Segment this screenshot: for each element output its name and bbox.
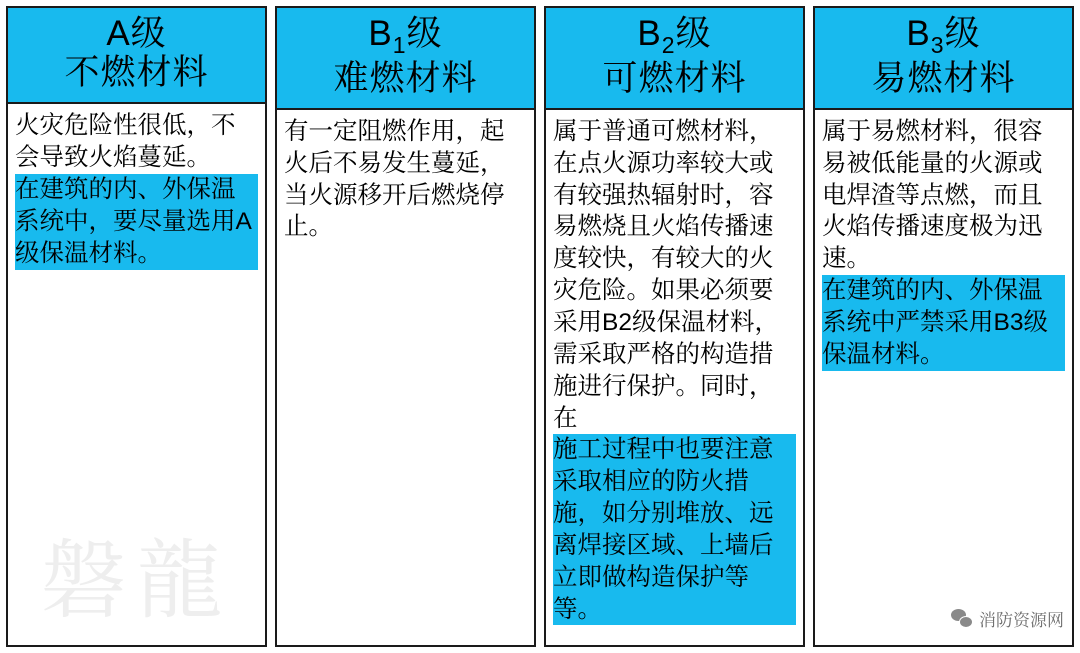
card-grade-b1: [275, 6, 536, 647]
material-name-b3: 易燃材料: [871, 58, 1016, 98]
grade-label-a: [12, 14, 261, 53]
material-name-b1: 难燃材料: [333, 58, 478, 98]
card-header-grade-b2: [546, 8, 803, 110]
card-header-grade-b3: [815, 8, 1072, 110]
grade-suffix-a: 级: [130, 14, 167, 53]
card-body-grade-a: [8, 104, 265, 645]
description-paragraph: 火灾危险性很低，不会导致火焰蔓延。: [15, 112, 236, 172]
source-badge: [951, 606, 1064, 631]
description-paragraph: 属于易燃材料，很容易被低能量的火源或电焊渣等点燃，而且火焰传播速度极为迅速。: [822, 117, 1043, 273]
material-name-b2: 可燃材料: [602, 58, 747, 98]
highlighted-paragraph: 在建筑的内、外保温系统中严禁采用B3级保温材料。: [822, 275, 1065, 371]
grade-subscript-b3: 3: [930, 32, 945, 58]
grade-subscript-b1: 1: [392, 32, 407, 58]
grade-suffix-b1: 级: [406, 14, 443, 53]
card-body-grade-b1: [277, 110, 534, 645]
highlighted-paragraph: 施工过程中也要注意采取相应的防火措施，如分别堆放、远离焊接区域、上墙后立即做构造保护等等。: [553, 434, 796, 625]
card-header-grade-b1: [277, 8, 534, 110]
grade-letter-b3: B: [906, 14, 931, 53]
grade-label-b3: [819, 14, 1068, 59]
grade-suffix-b3: 级: [944, 14, 981, 53]
source-label: 消防资源网: [979, 611, 1064, 630]
description-paragraph: 有一定阻燃作用，起火后不易发生蔓延，当火源移开后燃烧停止。: [284, 117, 505, 241]
description-paragraph: 属于普通可燃材料，在点火源功率较大或有较强热辐射时，容易燃烧且火焰传播速度较快，有较大的火灾危险。如果必须要采用B2级保温材料，需采取严格的构造措施进行保护。同时，在: [553, 117, 779, 432]
card-body-grade-b3: [815, 110, 1072, 645]
grade-label-b2: [550, 14, 799, 59]
card-grade-b2: [544, 6, 805, 647]
grade-letter-a: A: [106, 14, 131, 53]
material-name-a: 不燃材料: [64, 53, 209, 93]
grade-suffix-b2: 级: [675, 14, 712, 53]
grade-letter-b1: B: [368, 14, 393, 53]
card-grade-a: [6, 6, 267, 647]
highlighted-paragraph: 在建筑的内、外保温系统中，要尽量选用A级保温材料。: [15, 174, 258, 270]
grade-letter-b2: B: [637, 14, 662, 53]
card-header-grade-a: [8, 8, 265, 104]
wechat-icon: [951, 609, 973, 628]
grade-label-b1: [281, 14, 530, 59]
card-body-grade-b2: [546, 110, 803, 645]
card-grade-b3: [813, 6, 1074, 647]
grade-subscript-b2: 2: [661, 32, 676, 58]
watermark-text: 磐龍: [40, 531, 233, 631]
